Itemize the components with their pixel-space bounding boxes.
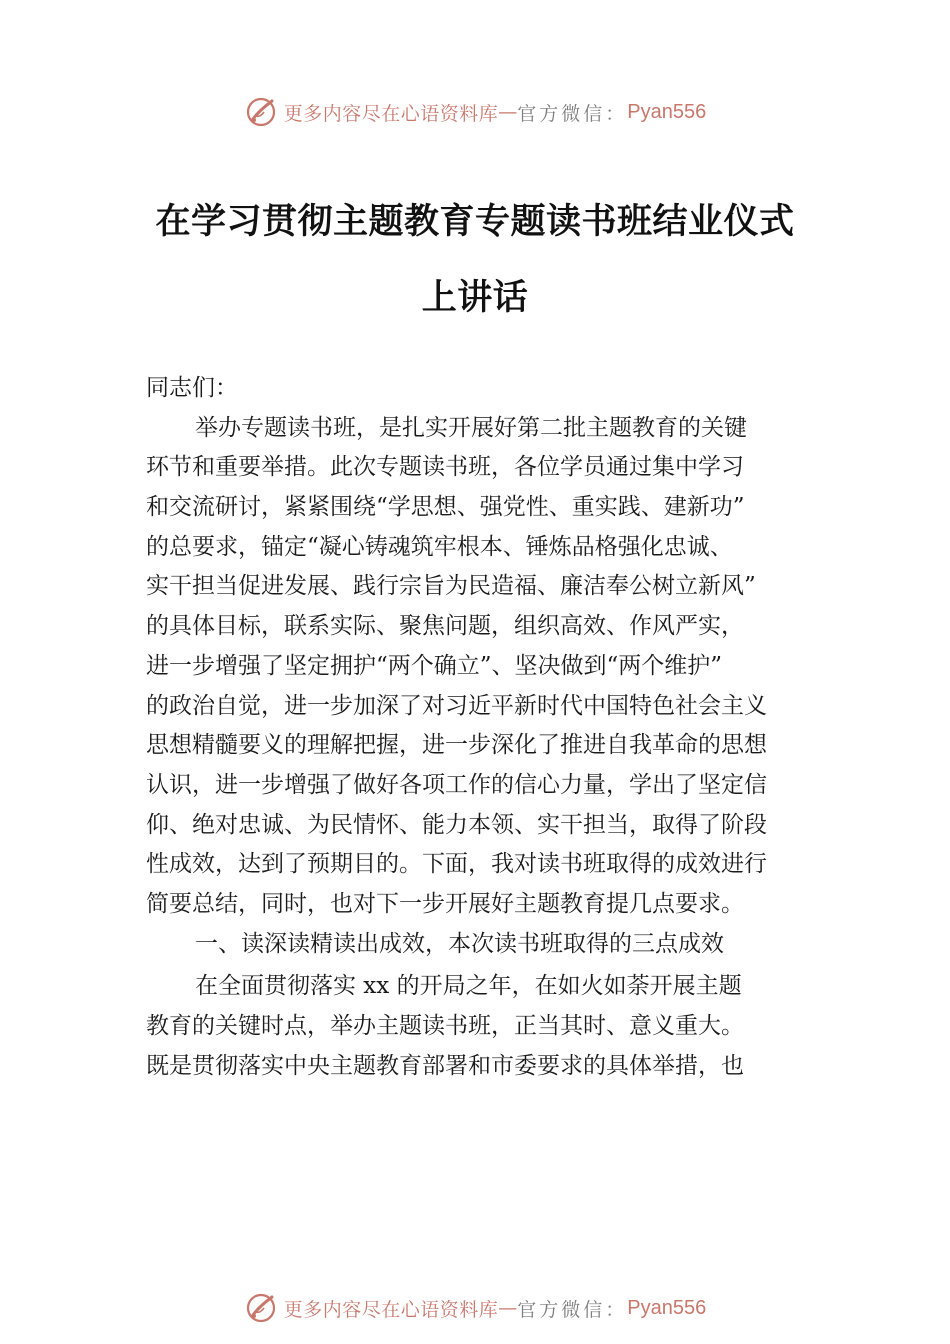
body-line: 性成效，达到了预期目的。下面，我对读书班取得的成效进行 [146,851,767,878]
body-line: 举办专题读书班，是扎实开展好第二批主题教育的关键 [195,414,747,441]
watermark-wechat-id: Pyan556 [627,100,707,123]
section-heading: 一、读深读精读出成效，本次读书班取得的三点成效 [195,930,724,957]
body-line: 和交流研讨，紧紧围绕“学思想、强党性、重实践、建新功” [146,494,745,521]
body-line: 环节和重要举措。此次专题读书班，各位学员通过集中学习 [146,454,744,481]
document-title-line-1: 在学习贯彻主题教育专题读书班结业仪式 [155,201,795,242]
body-line: 的总要求，锚定“凝心铸魂筑牢根本、锤炼品格强化忠诚、 [146,533,733,560]
watermark-wechat-label: 官方微信： [517,1298,628,1321]
watermark-banner-bottom [0,1288,950,1328]
watermark-separator: — [498,1297,518,1319]
watermark-wechat-label: 官方微信： [517,102,628,125]
watermark-wechat-id: Pyan556 [627,1296,707,1319]
body-line: 进一步增强了坚定拥护“两个确立”、坚决做到“两个维护” [146,652,723,679]
body-line: 仰、绝对忠诚、为民情怀、能力本领、实干担当，取得了阶段 [146,811,767,838]
body-line: 既是贯彻落实中央主题教育部署和市委要求的具体举措，也 [146,1052,744,1079]
body-line: 教育的关键时点，举办主题读书班，正当其时、意义重大。 [146,1013,744,1039]
document-body [146,369,826,1086]
body-line: 认识，进一步增强了做好各项工作的信心力量，学出了坚定信 [146,771,767,798]
body-line: 简要总结，同时，也对下一步开展好主题教育提几点要求。 [146,890,744,917]
body-line: 的政治自觉，进一步加深了对习近平新时代中国特色社会主义 [146,692,767,719]
body-line: 实干担当促进发展、践行宗旨为民造福、廉洁奉公树立新风” [146,573,756,600]
brush-logo-icon [244,1291,278,1325]
document-title-line-2: 上讲话 [421,277,529,318]
watermark-text: 更多内容尽在心语资料库 [283,102,499,125]
body-line: 的具体目标，联系实际、聚焦问题，组织高效、作风严实， [146,613,744,640]
body-line: 在全面贯彻落实 xx 的开局之年，在如火如荼开展主题 [195,973,742,1000]
salutation: 同志们： [146,375,238,401]
watermark-banner-top [0,92,950,132]
watermark-separator: — [498,101,518,123]
brush-logo-icon [244,95,278,129]
body-line: 思想精髓要义的理解把握，进一步深化了推进自我革命的思想 [146,732,767,759]
watermark-text: 更多内容尽在心语资料库 [283,1298,499,1321]
